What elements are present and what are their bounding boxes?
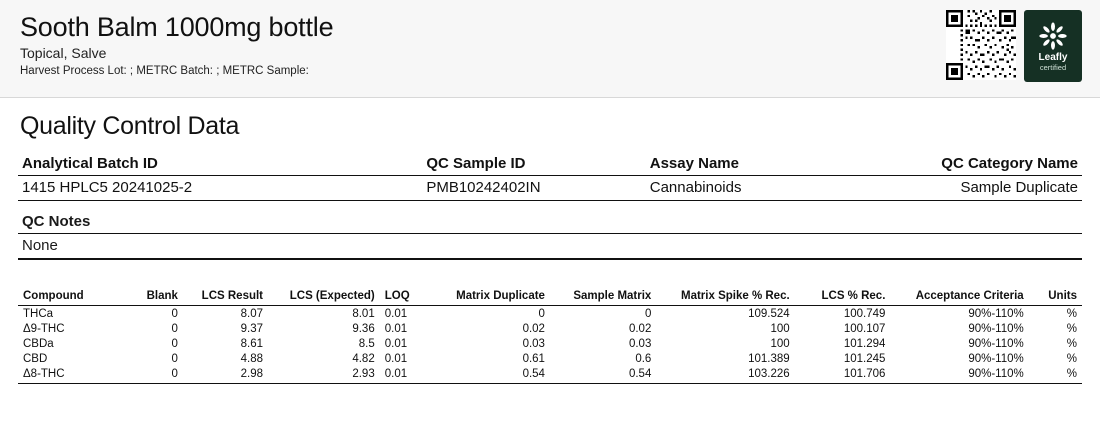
cell-lcs-expected: 8.01 — [352, 307, 375, 320]
table-row — [18, 351, 1082, 366]
col-units: Units — [1029, 290, 1082, 306]
cell-units: % — [1066, 307, 1077, 320]
cell-lcs-pct-rec: 100.107 — [843, 322, 886, 335]
cell-loq: 0.01 — [384, 307, 408, 320]
value-analytical-batch-id: 1415 HPLC5 20241025-2 — [18, 176, 422, 201]
product-meta: Harvest Process Lot: ; METRC Batch: ; METRC Sample: — [20, 64, 309, 77]
cell-matrix-duplicate: 0.03 — [522, 337, 545, 350]
table-row — [18, 336, 1082, 351]
compound-results-table — [18, 290, 1082, 384]
col-lcs-expected: LCS (Expected) — [268, 290, 380, 306]
cell-matrix-duplicate: 0.02 — [522, 322, 545, 335]
cell-acceptance-criteria: 90%-110% — [968, 322, 1024, 335]
cell-acceptance-criteria: 90%-110% — [968, 337, 1024, 350]
cell-matrix-duplicate: 0.54 — [433, 366, 550, 383]
cell-acceptance-criteria: 90%-110% — [968, 352, 1024, 365]
col-qc-category-name: QC Category Name — [848, 155, 1082, 176]
cell-lcs-result: 2.98 — [183, 366, 268, 383]
leafly-certified-badge — [1024, 10, 1082, 82]
cell-units: % — [1066, 322, 1077, 335]
value-assay-name: Cannabinoids — [646, 176, 848, 201]
cell-lcs-result: 9.37 — [240, 322, 264, 335]
cell-lcs-expected: 8.5 — [358, 337, 375, 350]
qc-summary-header-row — [18, 155, 1082, 176]
cell-sample-matrix: 0.02 — [628, 322, 652, 335]
cell-sample-matrix: 0 — [644, 307, 652, 320]
col-blank: Blank — [119, 290, 183, 306]
page-title: Quality Control Data — [20, 112, 240, 140]
cell-lcs-pct-rec: 100.749 — [843, 307, 886, 320]
cell-blank: 0 — [171, 352, 178, 365]
qc-notes-value-row — [18, 234, 1082, 260]
qc-summary-value-row — [18, 176, 1082, 201]
cell-lcs-expected: 4.82 — [352, 352, 375, 365]
qc-summary-table — [18, 155, 1082, 201]
col-sample-matrix: Sample Matrix — [550, 290, 656, 306]
cell-lcs-result: 8.07 — [240, 307, 264, 320]
cell-compound: CBDa — [23, 337, 54, 350]
col-assay-name: Assay Name — [646, 155, 848, 176]
qc-notes-section — [18, 213, 1082, 260]
product-title: Sooth Balm 1000mg bottle — [20, 12, 334, 42]
qc-notes-header-row — [18, 213, 1082, 234]
cell-compound: Δ9-THC — [23, 322, 65, 335]
cell-matrix-spike-pct-rec: 101.389 — [748, 352, 790, 365]
document-body — [0, 98, 1100, 384]
cell-blank: 0 — [119, 366, 183, 383]
value-qc-sample-id: PMB10242402IN — [422, 176, 645, 201]
cell-matrix-duplicate: 0 — [538, 307, 545, 320]
col-loq: LOQ — [380, 290, 433, 306]
cell-acceptance-criteria: 90%-110% — [890, 366, 1028, 383]
cell-units: % — [1029, 366, 1082, 383]
cell-loq: 0.01 — [384, 322, 408, 335]
cell-sample-matrix: 0.54 — [550, 366, 656, 383]
col-qc-sample-id: QC Sample ID — [422, 155, 645, 176]
cell-matrix-duplicate: 0.61 — [522, 352, 545, 365]
cell-compound: CBD — [23, 352, 48, 365]
results-section — [18, 290, 1082, 384]
cell-units: % — [1066, 352, 1077, 365]
cell-compound: THCa — [23, 307, 54, 320]
table-row — [18, 306, 1082, 322]
cell-matrix-spike-pct-rec: 100 — [770, 337, 790, 350]
col-matrix-duplicate: Matrix Duplicate — [433, 290, 550, 306]
cell-sample-matrix: 0.6 — [635, 352, 652, 365]
cell-lcs-pct-rec: 101.706 — [795, 366, 891, 383]
leafly-badge-sub: certified — [1039, 62, 1067, 72]
cell-loq: 0.01 — [384, 337, 408, 350]
leafly-badge-name: Leafly — [1038, 51, 1068, 63]
cell-lcs-result: 8.61 — [240, 337, 264, 350]
cell-lcs-expected: 2.93 — [268, 366, 380, 383]
cell-acceptance-criteria: 90%-110% — [968, 307, 1024, 320]
value-qc-notes: None — [18, 234, 1082, 260]
cell-lcs-pct-rec: 101.245 — [843, 352, 886, 365]
qc-notes-table — [18, 213, 1082, 260]
qr-code-icon — [946, 10, 1016, 80]
cell-loq: 0.01 — [380, 366, 433, 383]
cell-lcs-expected: 9.36 — [352, 322, 375, 335]
cell-compound: Δ8-THC — [18, 366, 119, 383]
col-lcs-result: LCS Result — [183, 290, 268, 306]
cell-blank: 0 — [171, 322, 178, 335]
results-header-row — [18, 290, 1082, 306]
cell-matrix-spike-pct-rec: 100 — [770, 322, 790, 335]
cell-lcs-result: 4.88 — [240, 352, 264, 365]
col-analytical-batch-id: Analytical Batch ID — [18, 155, 422, 176]
cell-matrix-spike-pct-rec: 109.524 — [748, 307, 790, 320]
leafly-leaf-icon — [1038, 21, 1068, 51]
value-qc-category-name: Sample Duplicate — [848, 176, 1082, 201]
cell-units: % — [1066, 337, 1077, 350]
cell-blank: 0 — [171, 307, 178, 320]
col-qc-notes: QC Notes — [18, 213, 1082, 234]
cell-lcs-pct-rec: 101.294 — [843, 337, 886, 350]
table-row — [18, 366, 1082, 383]
col-lcs-pct-rec: LCS % Rec. — [795, 290, 891, 306]
col-acceptance-criteria: Acceptance Criteria — [890, 290, 1028, 306]
document-header — [0, 0, 1100, 98]
col-compound: Compound — [18, 290, 119, 306]
cell-loq: 0.01 — [384, 352, 408, 365]
col-matrix-spike-pct-rec: Matrix Spike % Rec. — [656, 290, 794, 306]
product-subtitle: Topical, Salve — [20, 45, 107, 62]
cell-matrix-spike-pct-rec: 103.226 — [656, 366, 794, 383]
cell-blank: 0 — [171, 337, 178, 350]
table-row — [18, 321, 1082, 336]
cell-sample-matrix: 0.03 — [628, 337, 652, 350]
header-right-group — [946, 10, 1082, 82]
